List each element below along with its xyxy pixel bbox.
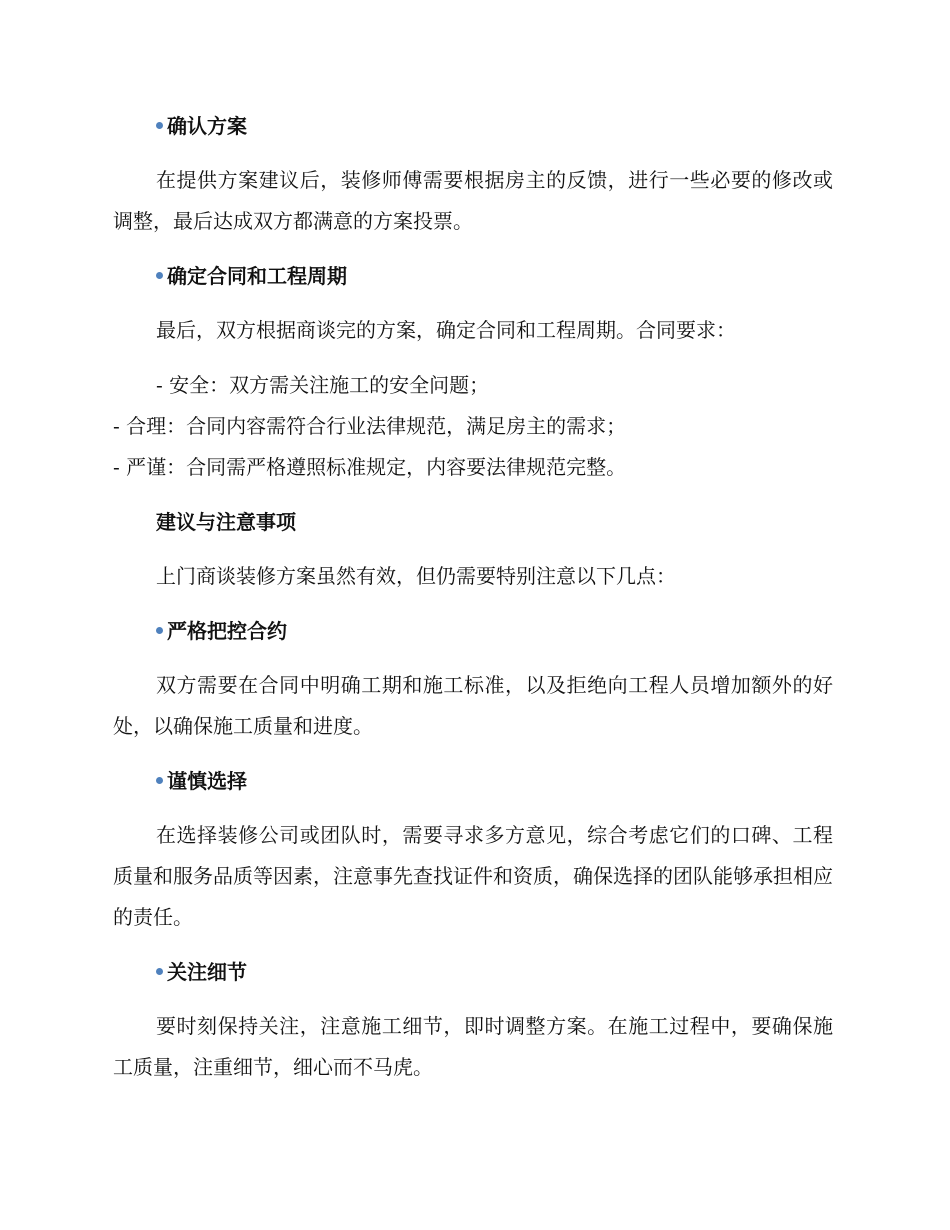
bullet-dot-icon: [156, 627, 163, 634]
list-item: - 安全：双方需关注施工的安全问题；: [156, 373, 490, 397]
paragraph-confirm-plan: 在提供方案建议后，装修师傅需要根据房主的反馈，进行一些必要的修改或调整，最后达成双方都满意的方案投票。: [113, 168, 833, 233]
heading-text: 谨慎选择: [167, 769, 247, 793]
section-heading-confirm-plan: [113, 106, 833, 146]
section-heading-contract-period: [113, 256, 833, 296]
heading-text: 关注细节: [167, 960, 247, 984]
paragraph-contract-period: 最后，双方根据商谈完的方案，确定合同和工程周期。合同要求：: [156, 318, 736, 342]
section-heading-advice: 建议与注意事项: [156, 510, 296, 534]
bullet-dot-icon: [156, 272, 163, 279]
paragraph-details: 要时刻保持关注，注意施工细节，即时调整方案。在施工过程中，要确保施工质量，注重细节，细心而不马虎。: [113, 1014, 833, 1079]
section-heading-careful-choice: [113, 761, 833, 801]
section-heading-strict-contract: [113, 611, 833, 651]
paragraph-strict-contract: 双方需要在合同中明确工期和施工标准，以及拒绝向工程人员增加额外的好处，以确保施工质量和进度。: [113, 673, 833, 738]
bullet-dot-icon: [156, 777, 163, 784]
bullet-dot-icon: [156, 122, 163, 129]
heading-text: 确定合同和工程周期: [167, 264, 347, 288]
bullet-dot-icon: [156, 968, 163, 975]
section-heading-details: [113, 952, 833, 992]
list-item: - 合理：合同内容需符合行业法律规范，满足房主的需求；: [113, 414, 627, 438]
document-body: [113, 106, 833, 1102]
list-item: - 严谨：合同需严格遵照标准规定，内容要法律规范完整。: [113, 455, 627, 479]
contract-requirements-list: [113, 365, 833, 488]
heading-text: 严格把控合约: [167, 619, 287, 643]
paragraph-careful-choice: 在选择装修公司或团队时，需要寻求多方意见，综合考虑它们的口碑、工程质量和服务品质等因素，注意事先查找证件和资质，确保选择的团队能够承担相应的责任。: [113, 823, 833, 929]
heading-text: 确认方案: [167, 114, 247, 138]
paragraph-advice: 上门商谈装修方案虽然有效，但仍需要特别注意以下几点：: [156, 564, 676, 588]
